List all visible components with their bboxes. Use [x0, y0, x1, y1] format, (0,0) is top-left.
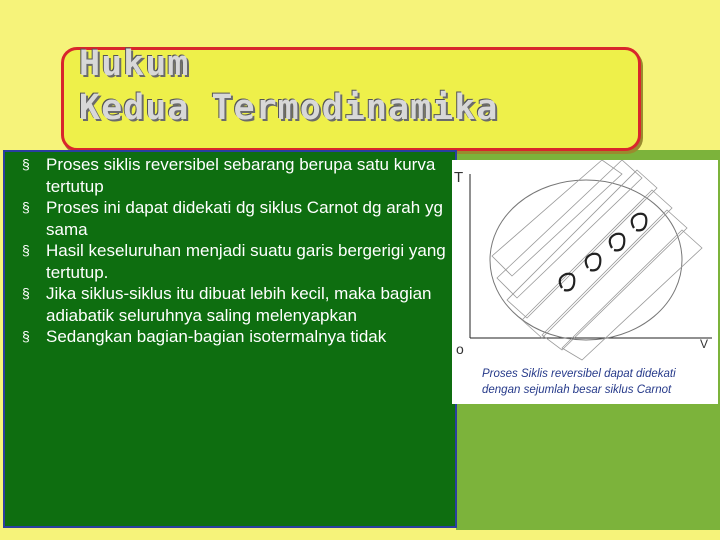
figure-caption	[482, 366, 718, 398]
bullet-text: Proses siklis reversibel sebarang berupa satu kurva tertutup	[46, 155, 436, 196]
bullet-text: Jika siklus-siklus itu dibuat lebih kecil, maka bagian adiabatik seluruhnya saling melenyapkan	[46, 284, 432, 325]
bullet-marker: §	[22, 328, 30, 344]
bullet-item	[22, 326, 462, 348]
caption-line-2: dengan sejumlah besar siklus Carnot	[482, 384, 672, 396]
bullet-marker: §	[22, 156, 30, 172]
bullet-item	[22, 197, 462, 240]
bullet-marker: §	[22, 242, 30, 258]
bullet-item	[22, 240, 462, 283]
cycle-arrows	[560, 214, 647, 291]
origin-label: o	[456, 341, 464, 357]
title-line-2: Kedua Termodinamika	[79, 88, 499, 128]
carnot-strips	[492, 160, 702, 360]
caption-line-1: Proses Siklis reversibel dapat didekati	[482, 368, 676, 380]
bullet-item	[22, 154, 462, 197]
title-line-1: Hukum	[79, 44, 190, 84]
bullet-item	[22, 283, 462, 326]
axis-label-v: V	[700, 337, 709, 351]
bullet-list	[22, 154, 462, 348]
bullet-text: Hasil keseluruhan menjadi suatu garis bergerigi yang tertutup.	[46, 241, 446, 282]
bullet-marker: §	[22, 285, 30, 301]
bullet-marker: §	[22, 199, 30, 215]
axis-label-t: T	[454, 169, 464, 186]
bullet-text: Sedangkan bagian-bagian isotermalnya tidak	[46, 327, 387, 346]
slide-title	[79, 42, 498, 130]
bullet-text: Proses ini dapat didekati dg siklus Carnot dg arah yg sama	[46, 198, 443, 239]
